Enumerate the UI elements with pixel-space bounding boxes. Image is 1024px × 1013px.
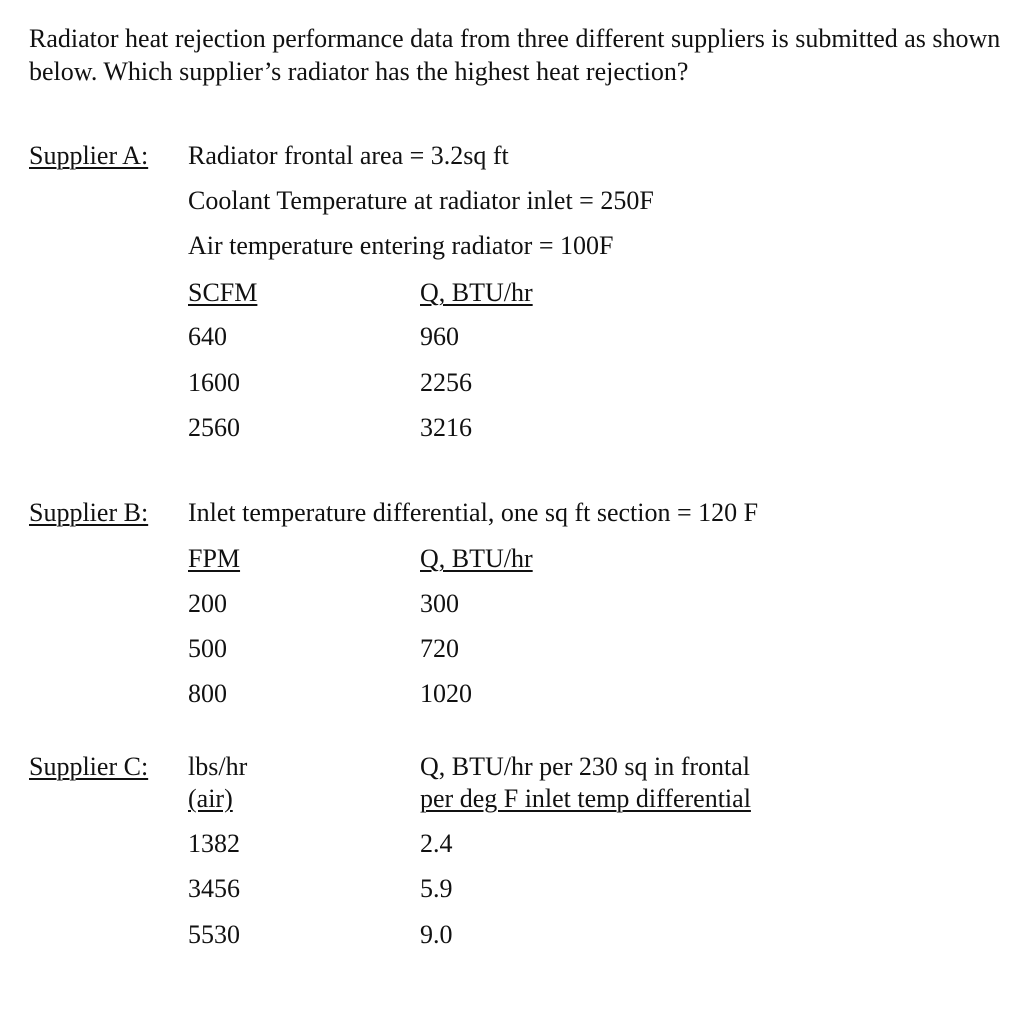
question-text: Radiator heat rejection performance data from three different suppliers is submitted as shown below. Which supplier’s radiator has the highest heat rejection? (29, 24, 1001, 86)
table-cell: 3216 (420, 413, 472, 442)
supplier-c-col2-header-line2: per deg F inlet temp differential (420, 784, 751, 813)
supplier-c-col2-header-line1: Q, BTU/hr per 230 sq in frontal (420, 752, 751, 781)
table-cell: 2560 (188, 413, 240, 442)
supplier-b-label: Supplier B: (29, 498, 149, 527)
table-cell: 3456 (188, 874, 240, 903)
table-cell: 200 (188, 589, 227, 618)
supplier-c-col1-header-line1: lbs/hr (188, 752, 248, 781)
table-cell: 960 (420, 322, 459, 351)
table-cell: 720 (420, 634, 459, 663)
table-cell: 1600 (188, 368, 240, 397)
supplier-a-spec-air-temp: Air temperature entering radiator = 100F (188, 231, 614, 260)
supplier-a-spec-coolant-temp: Coolant Temperature at radiator inlet = 250F (188, 186, 654, 215)
supplier-a-col1-header: SCFM (188, 278, 258, 307)
table-cell: 300 (420, 589, 459, 618)
supplier-c-col1-header-line2: (air) (188, 784, 233, 813)
table-cell: 800 (188, 679, 227, 708)
table-cell: 500 (188, 634, 227, 663)
table-cell: 2256 (420, 368, 472, 397)
supplier-a-col2-header: Q, BTU/hr (420, 278, 533, 307)
table-cell: 1382 (188, 829, 240, 858)
supplier-b-col2-header: Q, BTU/hr (420, 544, 533, 573)
table-cell: 2.4 (420, 829, 453, 858)
table-cell: 1020 (420, 679, 472, 708)
supplier-a-label: Supplier A: (29, 141, 149, 170)
table-cell: 9.0 (420, 920, 453, 949)
table-cell: 5.9 (420, 874, 453, 903)
supplier-b-spec: Inlet temperature differential, one sq ft section = 120 F (188, 498, 759, 527)
supplier-a-spec-frontal-area: Radiator frontal area = 3.2sq ft (188, 141, 509, 170)
supplier-b-col1-header: FPM (188, 544, 241, 573)
table-cell: 640 (188, 322, 227, 351)
supplier-c-label: Supplier C: (29, 752, 149, 781)
table-cell: 5530 (188, 920, 240, 949)
